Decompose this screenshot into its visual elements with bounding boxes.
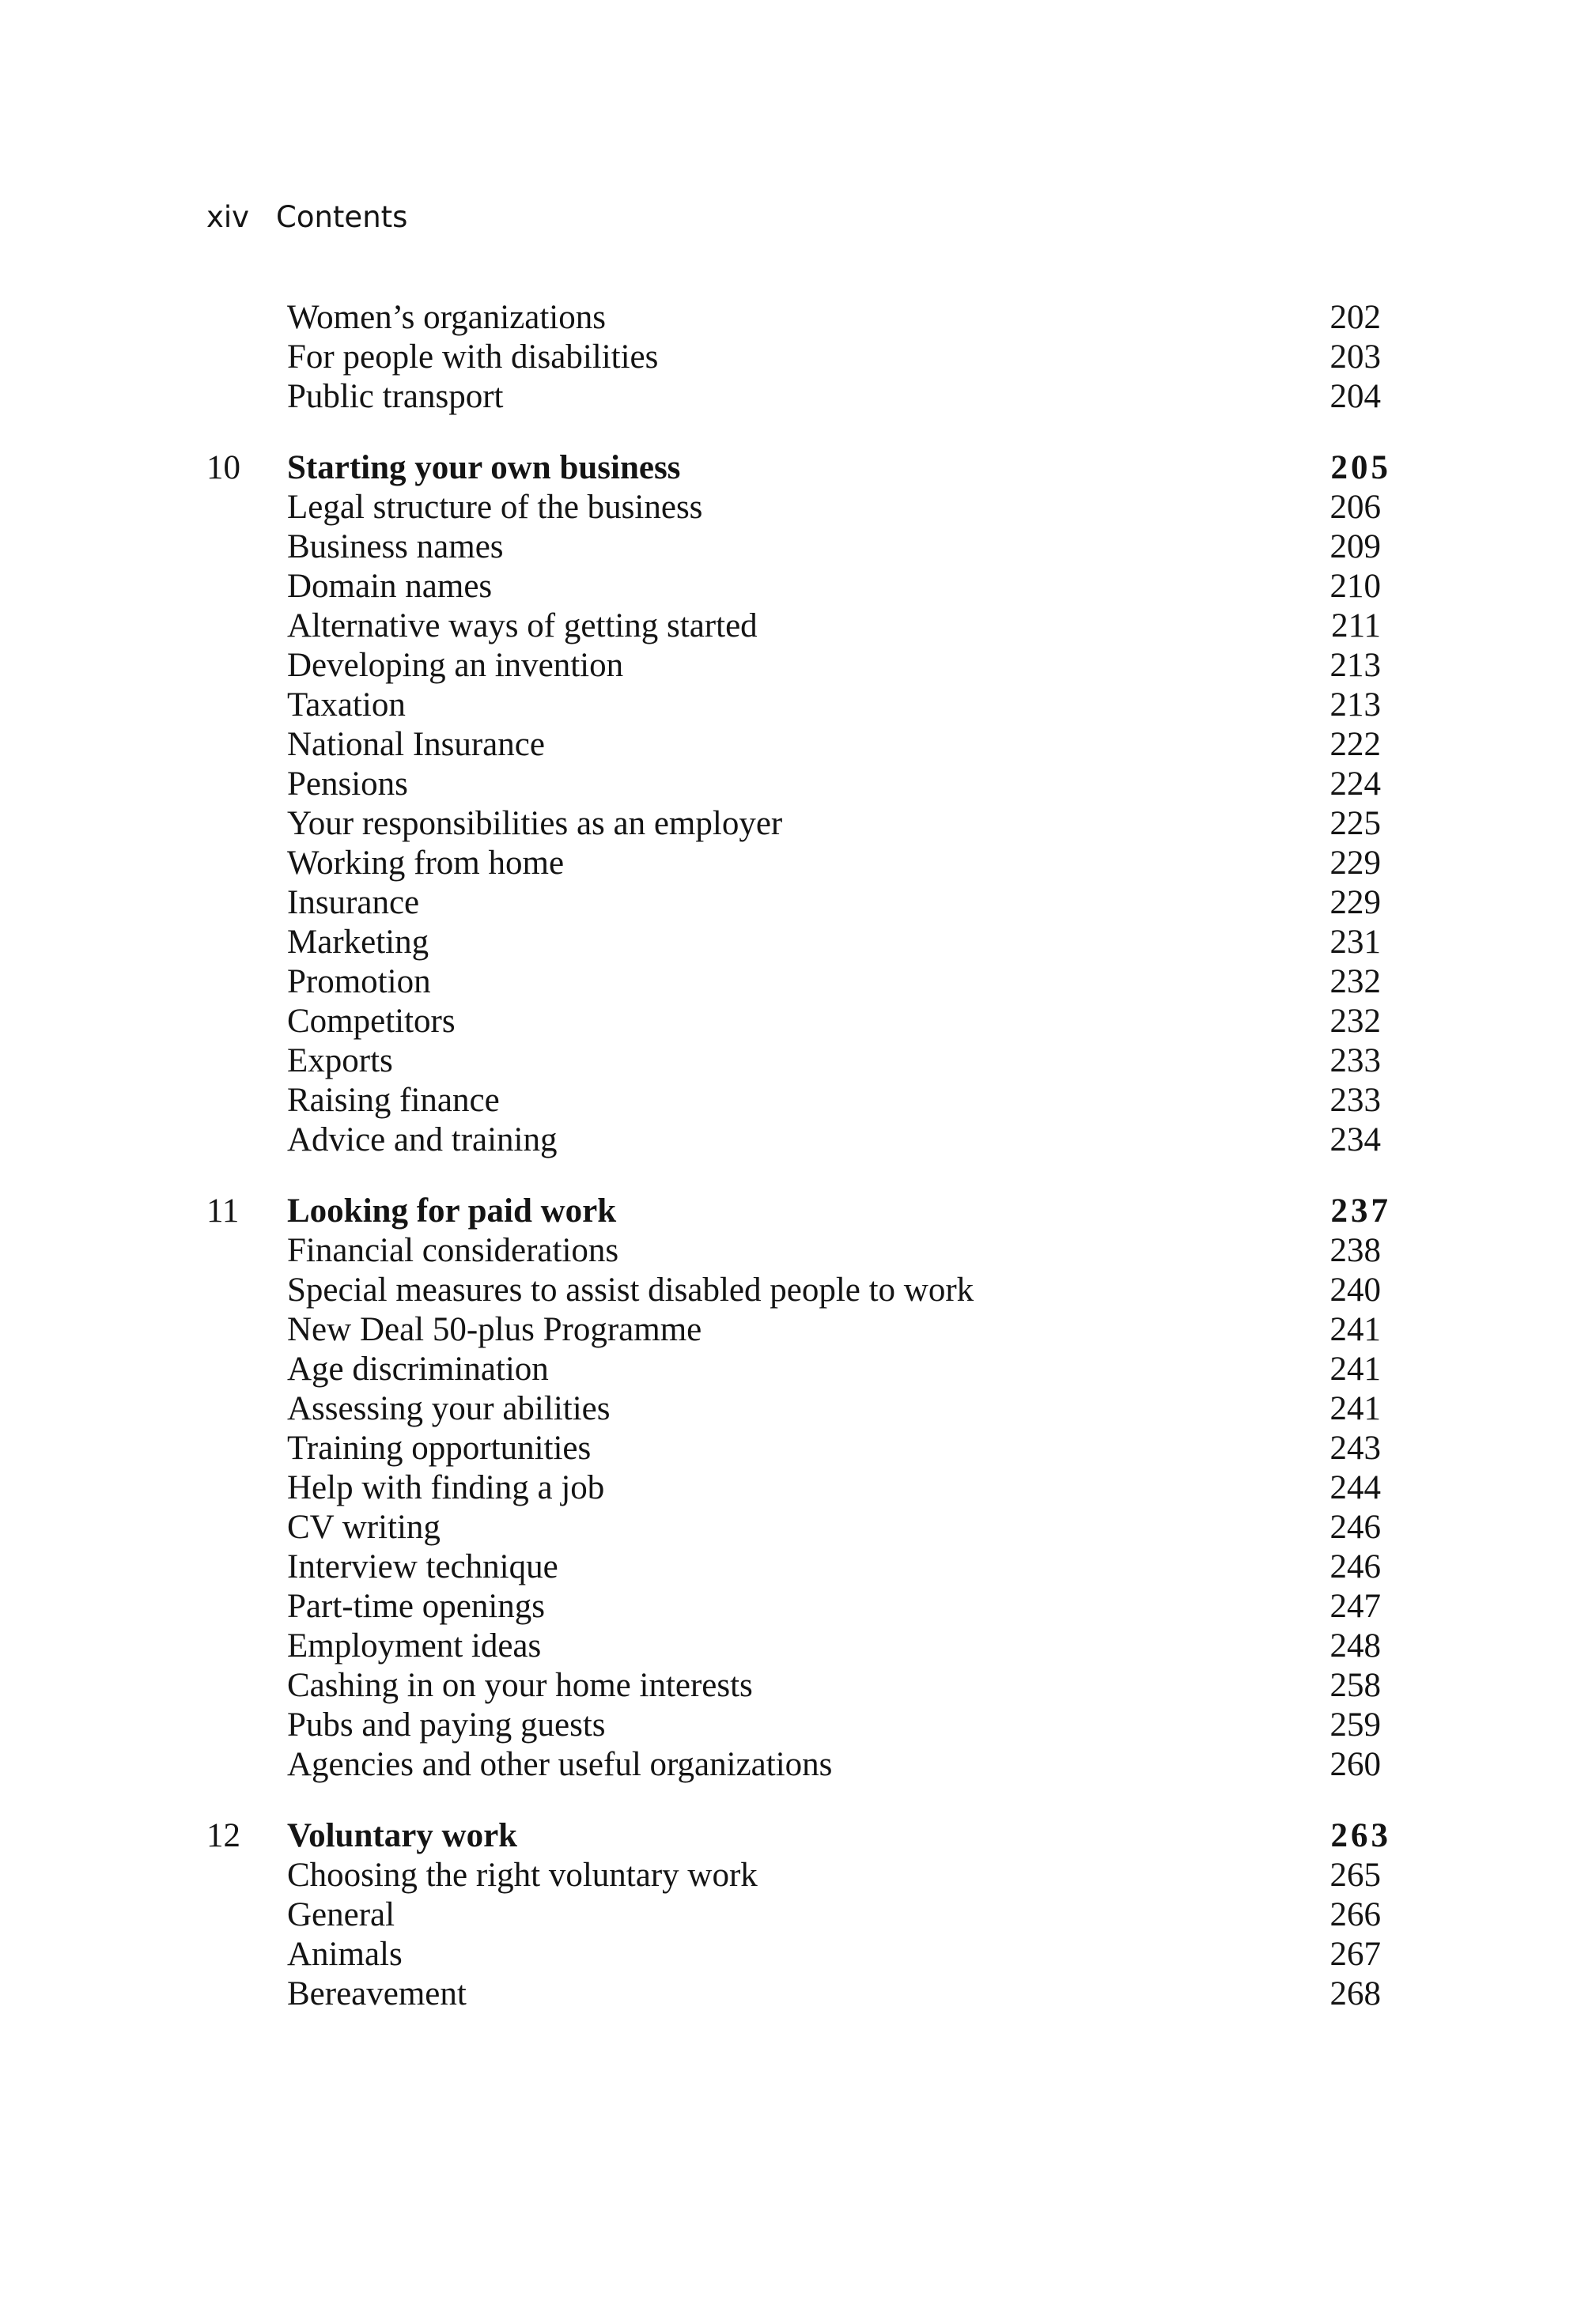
entry-title: Pubs and paying guests — [287, 1706, 606, 1744]
toc-entry — [206, 1081, 1393, 1120]
entry-title: Part-time openings — [287, 1588, 546, 1625]
entry-page-number: 229 — [1329, 884, 1381, 921]
entry-title: Promotion — [287, 963, 431, 1000]
entry-page-number: 265 — [1329, 1857, 1381, 1894]
toc-entry — [206, 646, 1393, 686]
entry-page-number: 224 — [1329, 765, 1381, 803]
toc-entry — [206, 1745, 1393, 1785]
chapter-section — [206, 1192, 1393, 1785]
entry-title: Exports — [287, 1042, 393, 1079]
toc-entry — [206, 1389, 1393, 1429]
entry-page-number: 247 — [1329, 1588, 1381, 1625]
continued-section — [206, 298, 1393, 417]
page-folio: xiv — [206, 200, 250, 234]
entry-page-number: 241 — [1329, 1351, 1381, 1388]
chapter-heading — [206, 1816, 1393, 1856]
toc-entry — [206, 1120, 1393, 1160]
chapter-page-number: 237 — [1330, 1192, 1391, 1230]
entry-page-number: 232 — [1329, 963, 1381, 1000]
chapter-heading — [206, 1192, 1393, 1231]
chapter-title: Voluntary work — [287, 1817, 518, 1854]
toc-entry — [206, 1429, 1393, 1468]
toc-entry — [206, 1856, 1393, 1895]
entry-page-number: 202 — [1329, 299, 1381, 336]
chapter-heading — [206, 448, 1393, 488]
entry-title: Legal structure of the business — [287, 489, 703, 526]
toc-entry — [206, 1350, 1393, 1389]
chapter-title: Starting your own business — [287, 449, 681, 486]
entry-page-number: 231 — [1329, 924, 1381, 961]
entry-title: Raising finance — [287, 1082, 500, 1119]
entry-title: Insurance — [287, 884, 420, 921]
toc-entry — [206, 1271, 1393, 1310]
entry-title: Business names — [287, 528, 504, 565]
entry-title: For people with disabilities — [287, 338, 659, 376]
entry-page-number: 232 — [1329, 1003, 1381, 1040]
entry-title: Animals — [287, 1936, 403, 1973]
entry-page-number: 260 — [1329, 1746, 1381, 1783]
toc-entry — [206, 607, 1393, 646]
toc-entry — [206, 1508, 1393, 1547]
entry-page-number: 210 — [1329, 568, 1381, 605]
entry-page-number: 233 — [1329, 1082, 1381, 1119]
toc-entry — [206, 1587, 1393, 1627]
entry-title: Cashing in on your home interests — [287, 1667, 753, 1704]
table-of-contents — [206, 298, 1393, 2046]
entry-title: Competitors — [287, 1003, 456, 1040]
toc-entry — [206, 377, 1393, 417]
toc-entry — [206, 1547, 1393, 1587]
toc-entry — [206, 488, 1393, 527]
entry-page-number: 241 — [1329, 1390, 1381, 1427]
toc-entry — [206, 923, 1393, 962]
toc-entry — [206, 962, 1393, 1002]
chapter-title: Looking for paid work — [287, 1192, 617, 1230]
entry-page-number: 233 — [1329, 1042, 1381, 1079]
entry-page-number: 204 — [1329, 378, 1381, 415]
entry-page-number: 267 — [1329, 1936, 1381, 1973]
entry-title: New Deal 50-plus Programme — [287, 1311, 702, 1348]
entry-title: Financial considerations — [287, 1232, 619, 1269]
running-title: Contents — [276, 200, 408, 234]
entry-title: Interview technique — [287, 1548, 558, 1585]
entry-title: Your responsibilities as an employer — [287, 805, 783, 842]
toc-entry — [206, 1935, 1393, 1974]
entry-page-number: 225 — [1329, 805, 1381, 842]
toc-entry — [206, 1974, 1393, 2014]
toc-entry — [206, 1310, 1393, 1350]
entry-title: Bereavement — [287, 1975, 467, 2012]
entry-page-number: 266 — [1329, 1896, 1381, 1933]
entry-title: Age discrimination — [287, 1351, 549, 1388]
toc-entry — [206, 567, 1393, 607]
toc-entry — [206, 1666, 1393, 1706]
entry-title: Women’s organizations — [287, 299, 606, 336]
running-head — [206, 198, 407, 237]
entry-title: Agencies and other useful organizations — [287, 1746, 833, 1783]
entry-page-number: 213 — [1329, 647, 1381, 684]
toc-entry — [206, 765, 1393, 804]
chapter-number: 12 — [206, 1817, 240, 1854]
entry-page-number: 209 — [1329, 528, 1381, 565]
toc-entry — [206, 844, 1393, 883]
chapter-section — [206, 448, 1393, 1160]
toc-entry — [206, 1468, 1393, 1508]
entry-page-number: 229 — [1329, 845, 1381, 882]
entry-title: Special measures to assist disabled people to work — [287, 1272, 974, 1309]
toc-entry — [206, 804, 1393, 844]
toc-entry — [206, 1041, 1393, 1081]
entry-title: Alternative ways of getting started — [287, 607, 758, 644]
entry-title: Developing an invention — [287, 647, 624, 684]
entry-page-number: 246 — [1329, 1548, 1381, 1585]
chapter-page-number: 263 — [1330, 1817, 1391, 1854]
entry-page-number: 268 — [1329, 1975, 1381, 2012]
toc-entry — [206, 527, 1393, 567]
toc-entry — [206, 686, 1393, 725]
chapter-section — [206, 1816, 1393, 2014]
entry-page-number: 259 — [1329, 1706, 1381, 1744]
toc-entry — [206, 725, 1393, 765]
chapter-number: 11 — [206, 1192, 240, 1230]
chapter-number: 10 — [206, 449, 240, 486]
entry-page-number: 238 — [1329, 1232, 1381, 1269]
toc-entry — [206, 1627, 1393, 1666]
entry-title: Domain names — [287, 568, 493, 605]
toc-entry — [206, 298, 1393, 338]
toc-entry — [206, 1002, 1393, 1041]
toc-entry — [206, 1706, 1393, 1745]
entry-page-number: 206 — [1329, 489, 1381, 526]
entry-title: National Insurance — [287, 726, 545, 763]
entry-title: CV writing — [287, 1509, 441, 1546]
entry-title: Working from home — [287, 845, 565, 882]
toc-entry — [206, 338, 1393, 377]
entry-title: Training opportunities — [287, 1430, 592, 1467]
toc-entry — [206, 1895, 1393, 1935]
entry-page-number: 234 — [1329, 1121, 1381, 1158]
entry-title: General — [287, 1896, 395, 1933]
entry-title: Assessing your abilities — [287, 1390, 611, 1427]
entry-title: Taxation — [287, 686, 406, 724]
entry-page-number: 222 — [1329, 726, 1381, 763]
entry-page-number: 203 — [1329, 338, 1381, 376]
chapter-page-number: 205 — [1330, 449, 1391, 486]
entry-page-number: 241 — [1329, 1311, 1381, 1348]
entry-page-number: 243 — [1329, 1430, 1381, 1467]
entry-page-number: 246 — [1329, 1509, 1381, 1546]
entry-page-number: 240 — [1329, 1272, 1381, 1309]
entry-page-number: 248 — [1329, 1627, 1381, 1665]
entry-page-number: 211 — [1331, 607, 1381, 644]
entry-page-number: 258 — [1329, 1667, 1381, 1704]
entry-title: Choosing the right voluntary work — [287, 1857, 758, 1894]
entry-title: Marketing — [287, 924, 429, 961]
entry-title: Help with finding a job — [287, 1469, 605, 1506]
entry-page-number: 213 — [1329, 686, 1381, 724]
toc-entry — [206, 1231, 1393, 1271]
entry-title: Public transport — [287, 378, 504, 415]
entry-title: Pensions — [287, 765, 408, 803]
entry-title: Advice and training — [287, 1121, 558, 1158]
toc-entry — [206, 883, 1393, 923]
entry-title: Employment ideas — [287, 1627, 542, 1665]
entry-page-number: 244 — [1329, 1469, 1381, 1506]
